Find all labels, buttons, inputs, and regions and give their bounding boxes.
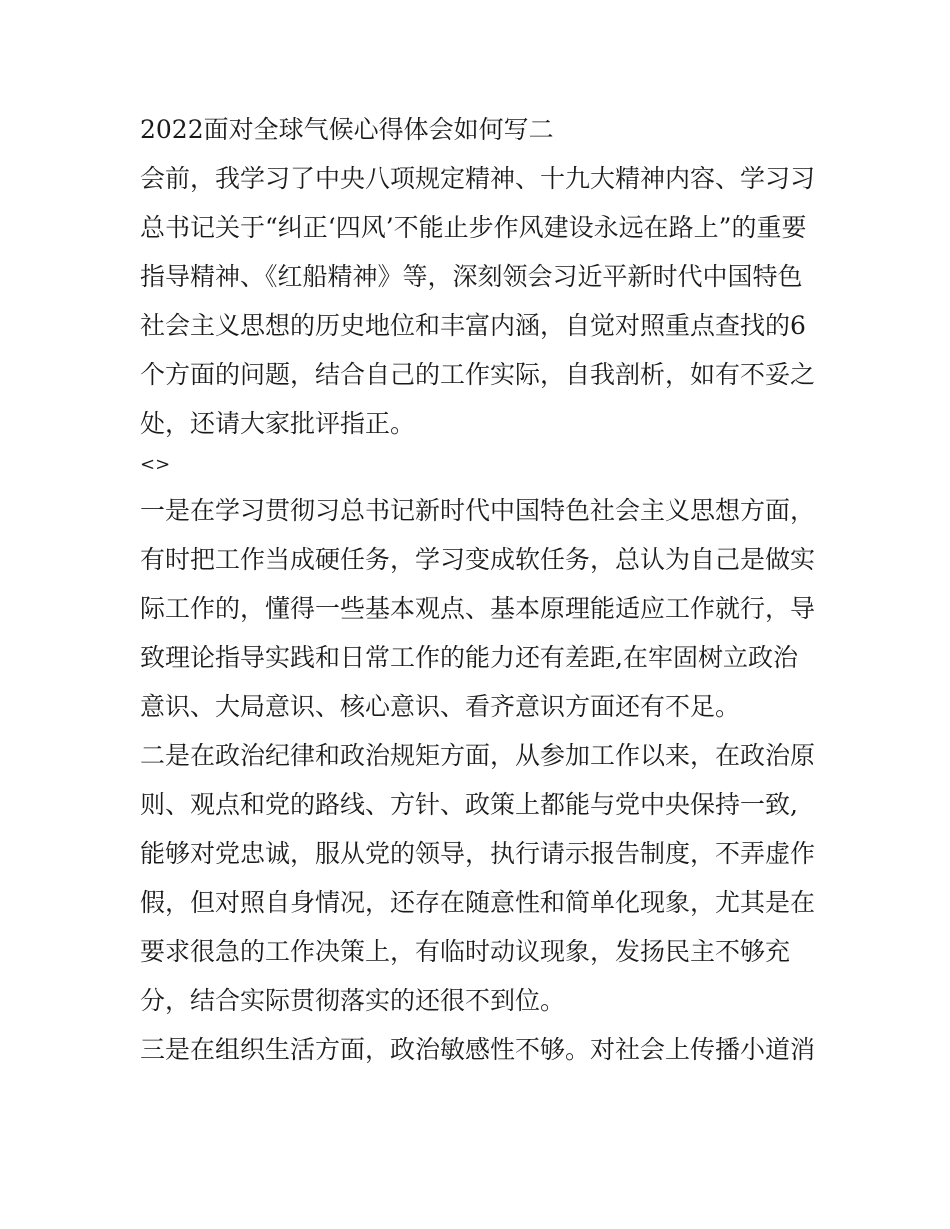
section-1-paragraph	[140, 486, 816, 731]
text-line: 有时把工作当成硬任务，学习变成软任务，总认为自己是做实	[140, 545, 816, 574]
text-line: 际工作的，懂得一些基本观点、基本原理能适应工作就行，导	[140, 594, 816, 623]
text-line: 会前，我学习了中央八项规定精神、十九大精神内容、学习习	[140, 164, 816, 193]
document-body	[140, 112, 816, 1074]
text-line: 分，结合实际贯彻落实的还很不到位。	[140, 986, 566, 1015]
text-line: 一是在学习贯彻习总书记新时代中国特色社会主义思想方面，	[140, 496, 816, 525]
text-line: 处，还请大家批评指正。	[140, 409, 416, 438]
section-marker: <>	[140, 454, 171, 475]
text-line: 则、观点和党的路线、方针、政策上都能与党中央保持一致,	[140, 790, 798, 819]
text-line: 社会主义思想的历史地位和丰富内涵，自觉对照重点查找的6	[140, 311, 806, 340]
text-line: 指导精神、《红船精神》等，深刻领会习近平新时代中国特色	[140, 262, 803, 291]
text-line: 致理论指导实践和日常工作的能力还有差距,在牢固树立政治	[140, 643, 798, 672]
text-line: 个方面的问题，结合自己的工作实际，自我剖析，如有不妥之	[140, 360, 816, 389]
intro-paragraph	[140, 154, 816, 448]
text-line: 二是在政治纪律和政治规矩方面，从参加工作以来，在政治原	[140, 741, 816, 770]
text-line: 三是在组织生活方面，政治敏感性不够。对社会上传播小道消	[140, 1035, 816, 1064]
section-3-paragraph	[140, 1025, 816, 1074]
text-line: 假，但对照自身情况，还存在随意性和简单化现象，尤其是在	[140, 888, 816, 917]
section-2-paragraph	[140, 731, 816, 1025]
text-line: 总书记关于“纠正‘四风’不能止步作风建设永远在路上”的重要	[140, 213, 807, 242]
text-line: 要求很急的工作决策上，有临时动议现象，发扬民主不够充	[140, 937, 791, 966]
document-title: 2022面对全球气候心得体会如何写二	[140, 115, 554, 144]
text-line: 能够对党忠诚，服从党的领导，执行请示报告制度，不弄虚作	[140, 839, 816, 868]
text-line: 意识、大局意识、核心意识、看齐意识方面还有不足。	[140, 692, 741, 721]
